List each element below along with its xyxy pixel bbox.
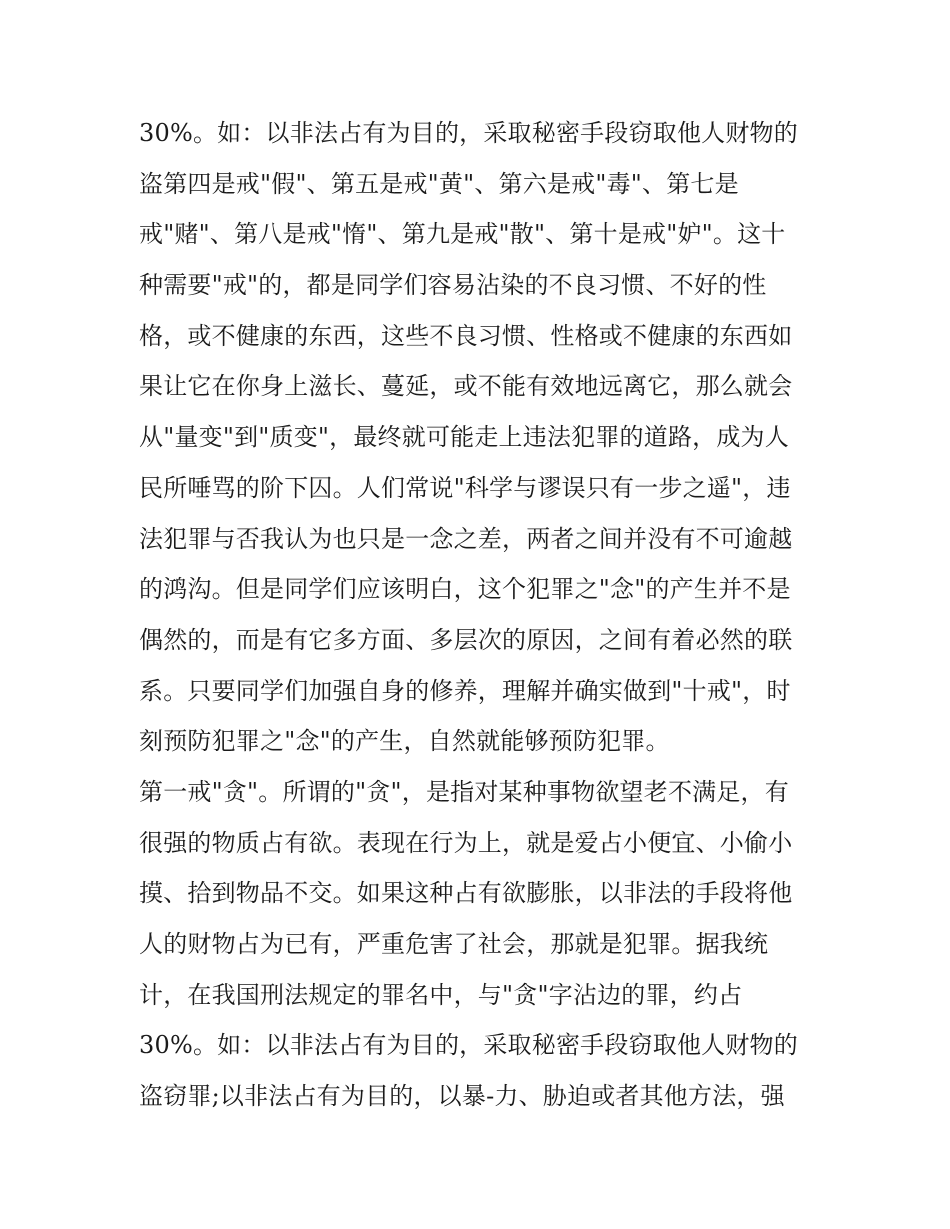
text-line: 偶然的，而是有它多方面、多层次的原因，之间有着必然的联 <box>139 625 793 654</box>
text-line: 戒"赌"、第八是戒"惰"、第九是戒"散"、第十是戒"妒"。这十 <box>139 220 786 249</box>
text-line: 种需要"戒"的，都是同学们容易沾染的不良习惯、不好的性 <box>139 271 767 300</box>
text-line: 30%。如：以非法占有为目的，采取秘密手段窃取他人财物的 <box>139 119 798 147</box>
text-line: 刻预防犯罪之"念"的产生，自然就能够预防犯罪。 <box>139 727 670 756</box>
text-line: 盗第四是戒"假"、第五是戒"黄"、第六是戒"毒"、第七是 <box>139 169 739 198</box>
text-line: 第一戒"贪"。所谓的"贪"，是指对某种事物欲望老不满足，有 <box>139 777 789 806</box>
text-line: 计，在我国刑法规定的罪名中，与"贪"字沾边的罪，约占 <box>139 980 743 1009</box>
text-line: 30%。如：以非法占有为目的，采取秘密手段窃取他人财物的 <box>139 1031 798 1060</box>
text-line: 盗窃罪;以非法占有为目的，以暴-力、胁迫或者其他方法，强 <box>139 1082 785 1111</box>
document-body <box>139 108 829 1122</box>
text-line: 格，或不健康的东西，这些不良习惯、性格或不健康的东西如 <box>139 321 793 350</box>
text-line: 民所唾骂的阶下囚。人们常说"科学与谬误只有一步之遥"，违 <box>139 473 791 502</box>
text-line: 摸、拾到物品不交。如果这种占有欲膨胀，以非法的手段将他 <box>139 879 793 908</box>
text-line: 很强的物质占有欲。表现在行为上，就是爱占小便宜、小偷小 <box>139 828 793 857</box>
text-line: 法犯罪与否我认为也只是一念之差，两者之间并没有不可逾越 <box>139 524 793 553</box>
text-line: 果让它在你身上滋长、蔓延，或不能有效地远离它，那么就会 <box>139 372 793 401</box>
text-line: 系。只要同学们加强自身的修养，理解并确实做到"十戒"，时 <box>139 676 791 705</box>
text-line: 的鸿沟。但是同学们应该明白，这个犯罪之"念"的产生并不是 <box>139 575 791 604</box>
text-line: 从"量变"到"质变"，最终就可能走上违法犯罪的道路，成为人 <box>139 423 789 452</box>
text-line: 人的财物占为已有，严重危害了社会，那就是犯罪。据我统 <box>139 930 769 958</box>
